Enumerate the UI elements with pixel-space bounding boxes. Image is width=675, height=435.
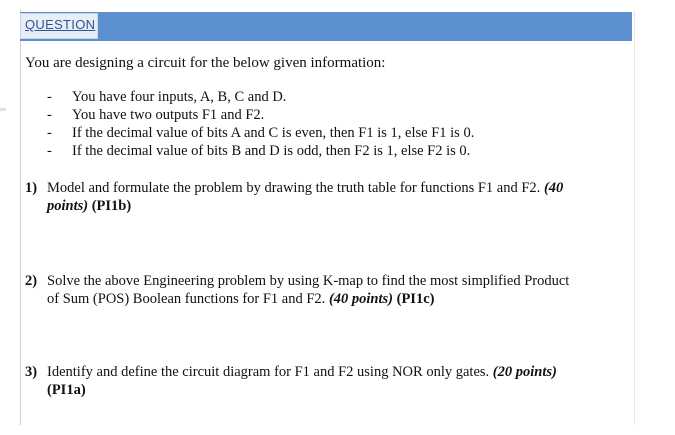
question-body	[47, 179, 630, 215]
question-text: Identify and define the circuit diagram for F1 and F2 using NOR only gates.	[47, 364, 490, 380]
bullet-dash: -	[47, 125, 52, 141]
question-header-bar	[20, 12, 632, 41]
question-body	[47, 272, 630, 308]
question-code: (PI1a)	[47, 382, 86, 398]
question-text: Model and formulate the problem by drawing the truth table for functions F1 and F2.	[47, 180, 541, 196]
question-points-cont: points)	[47, 198, 89, 214]
question-number: 3)	[25, 364, 38, 380]
question-points: (20 points)	[492, 364, 557, 380]
list-item-text: You have two outputs F1 and F2.	[72, 107, 265, 123]
bullet-dash: -	[47, 89, 52, 105]
bullet-dash: -	[47, 143, 52, 159]
question-code: (PI1b)	[91, 198, 132, 214]
question-points: (40	[543, 180, 564, 196]
question-text-cont: of Sum (POS) Boolean functions for F1 and F2.	[47, 291, 326, 307]
question-number: 2)	[25, 273, 38, 289]
question-points: (40 points)	[328, 291, 393, 307]
question-code: (PI1c)	[396, 291, 435, 307]
list-item-text: You have four inputs, A, B, C and D.	[72, 89, 287, 105]
margin-mark	[0, 108, 6, 111]
question-body	[47, 363, 630, 399]
bullet-dash: -	[47, 107, 52, 123]
intro-text: You are designing a circuit for the below given information:	[25, 55, 386, 71]
question-text: Solve the above Engineering problem by using K-map to find the most simplified Product	[47, 273, 570, 289]
list-item-text: If the decimal value of bits A and C is even, then F1 is 1, else F1 is 0.	[72, 125, 475, 141]
question-header-label: QUESTION	[25, 17, 96, 32]
list-item-text: If the decimal value of bits B and D is odd, then F2 is 1, else F2 is 0.	[72, 143, 471, 159]
question-number: 1)	[25, 180, 38, 196]
